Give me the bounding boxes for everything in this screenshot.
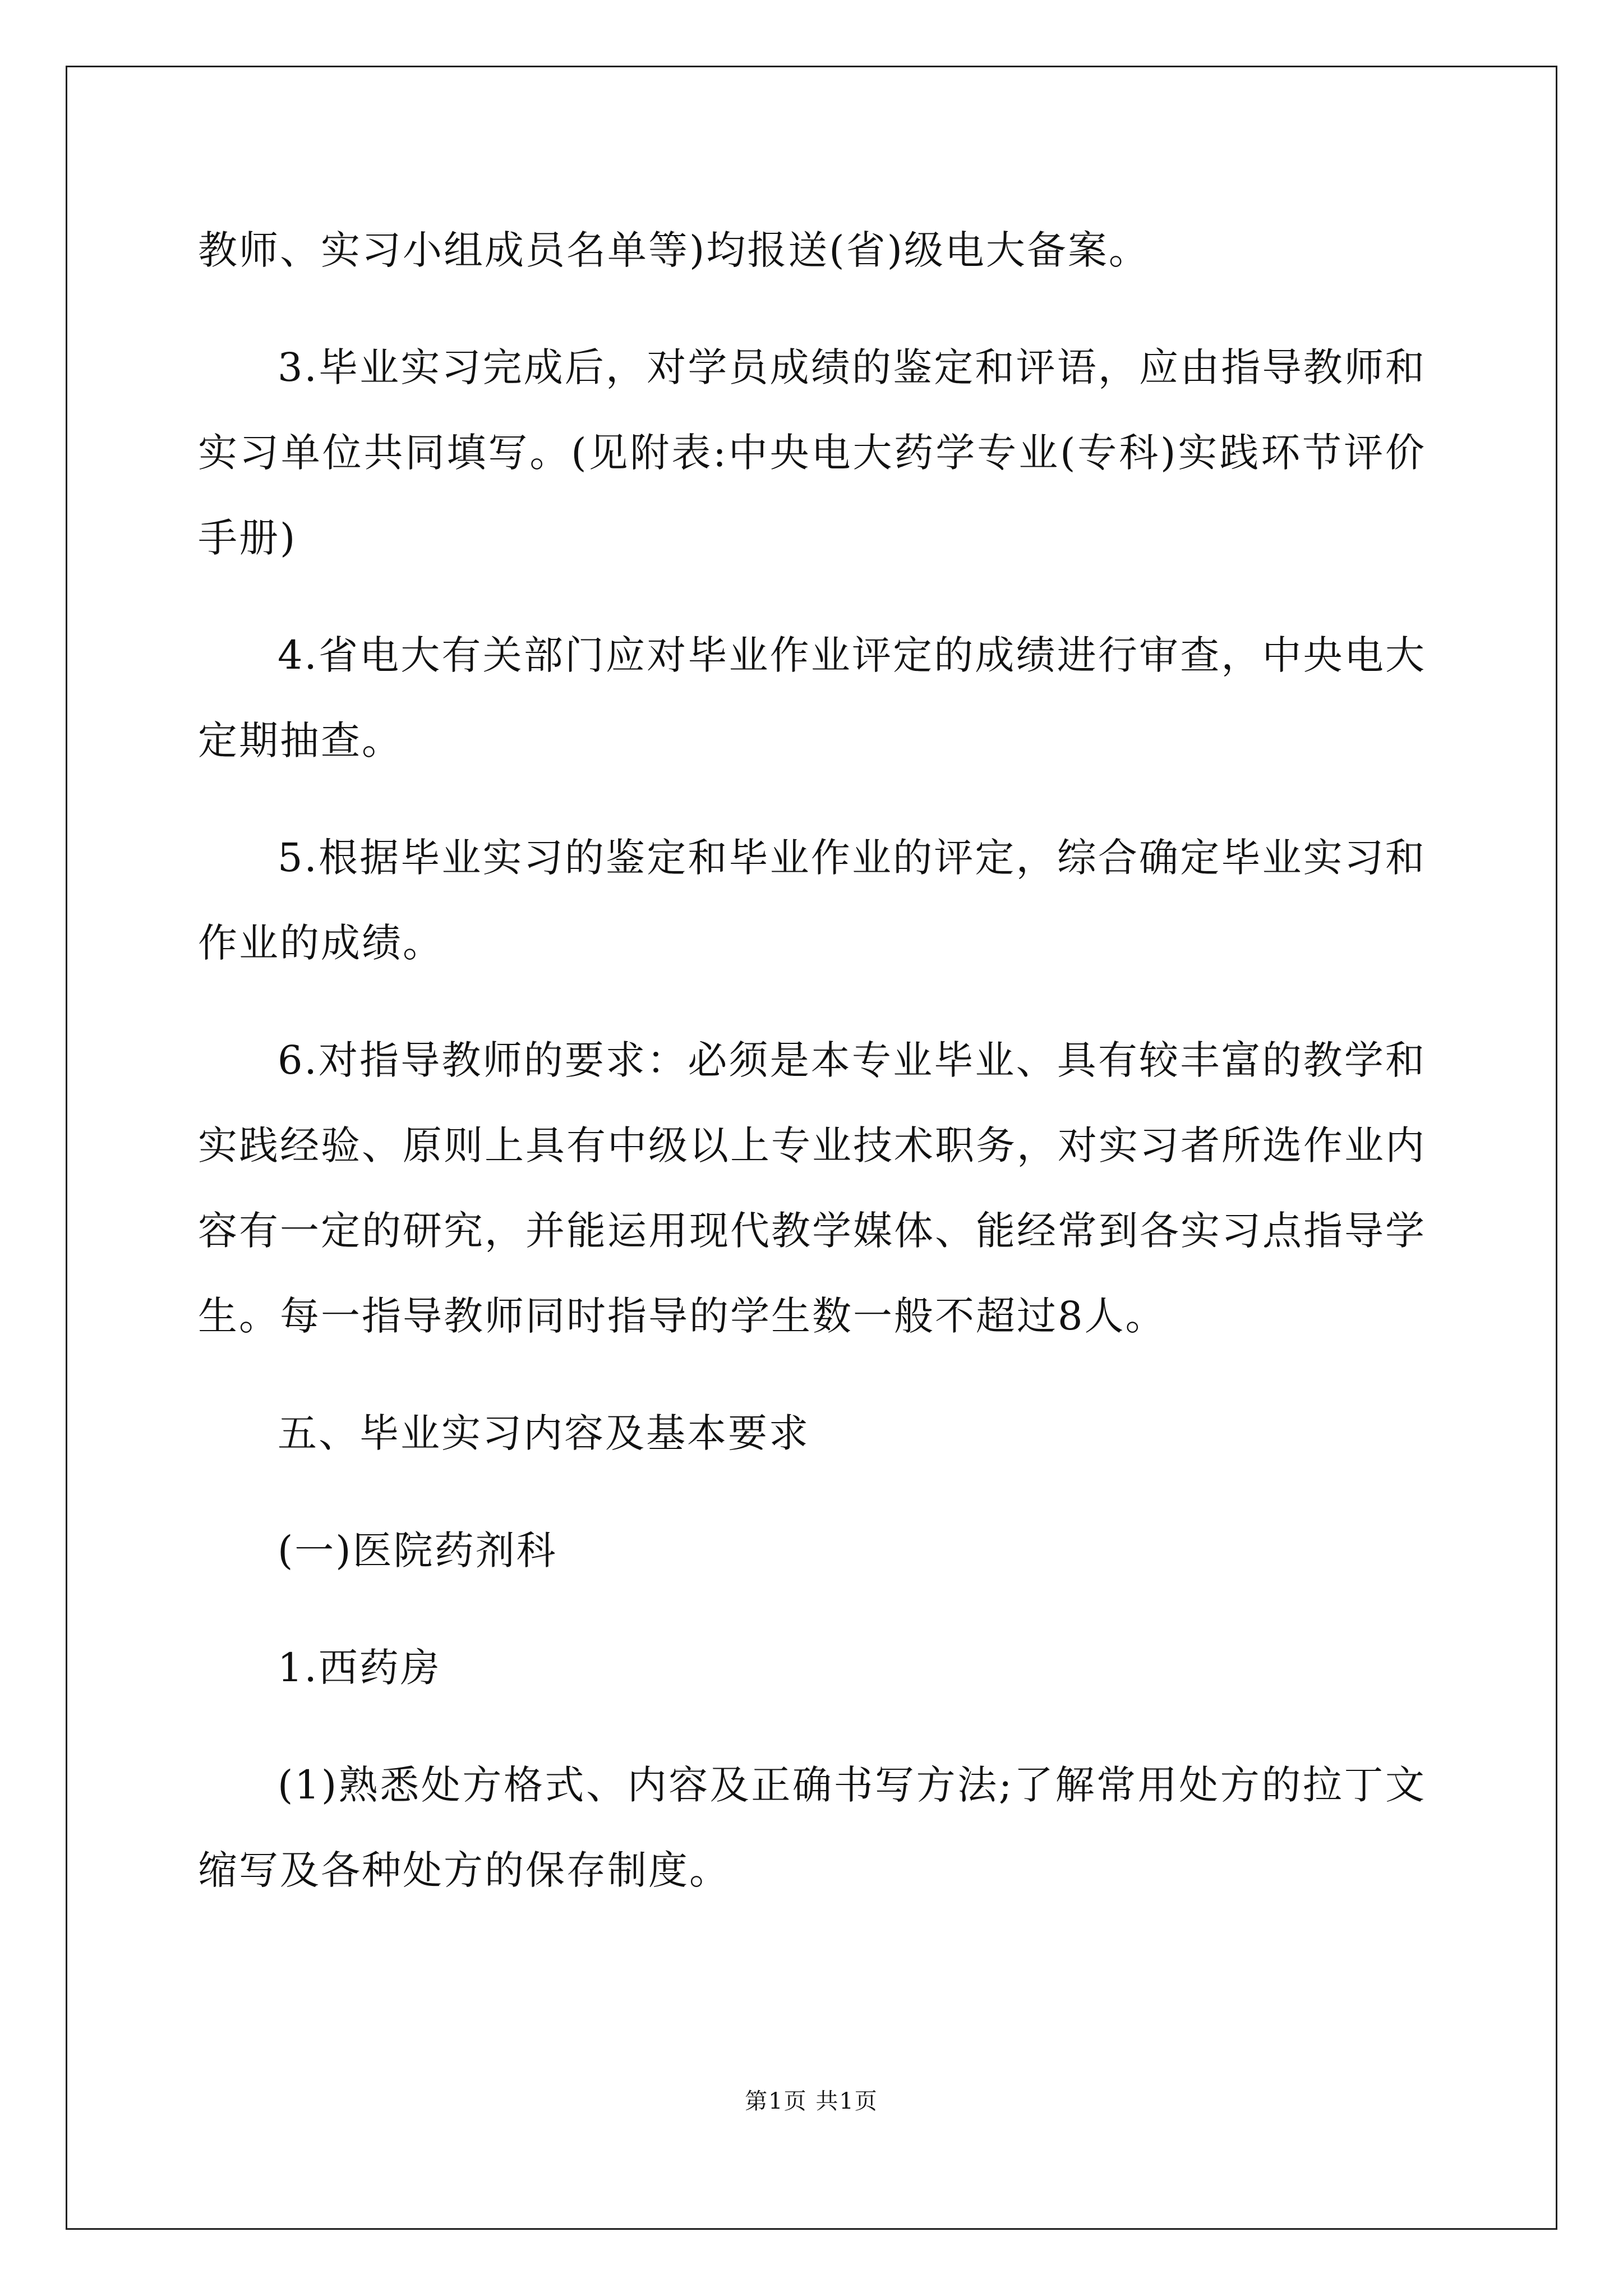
paragraph-item-3: 3.毕业实习完成后，对学员成绩的鉴定和评语，应由指导教师和实习单位共同填写。(见附表:中央电大药学专业(专科)实践环节评价手册) (198, 344, 1426, 561)
paragraph-continuation: 教师、实习小组成员名单等)均报送(省)级电大备案。 (198, 227, 1150, 273)
subsection-heading-1: (一)医院药剂科 (278, 1527, 557, 1573)
page-footer: 第1页 共1页 (745, 2088, 878, 2114)
paragraph-item-5: 5.根据毕业实习的鉴定和毕业作业的评定，综合确定毕业实习和作业的成绩。 (198, 835, 1426, 966)
paragraph-subitem-1: (1)熟悉处方格式、内容及正确书写方法;了解常用处方的拉丁文缩写及各种处方的保存制度。 (198, 1762, 1426, 1893)
section-heading-5: 五、毕业实习内容及基本要求 (278, 1410, 810, 1456)
item-heading-western-pharmacy: 1.西药房 (278, 1645, 441, 1691)
paragraph-item-4: 4.省电大有关部门应对毕业作业评定的成绩进行审查，中央电大定期抽查。 (198, 632, 1426, 763)
document-body (198, 208, 1426, 1945)
paragraph-item-6: 6.对指导教师的要求：必须是本专业毕业、具有较丰富的教学和实践经验、原则上具有中级以上专业技术职务，对实习者所选作业内容有一定的研究，并能运用现代教学媒体、能经常到各实习点指导学生。每一指导教师同时指导的学生数一般不超过8人。 (198, 1037, 1426, 1339)
